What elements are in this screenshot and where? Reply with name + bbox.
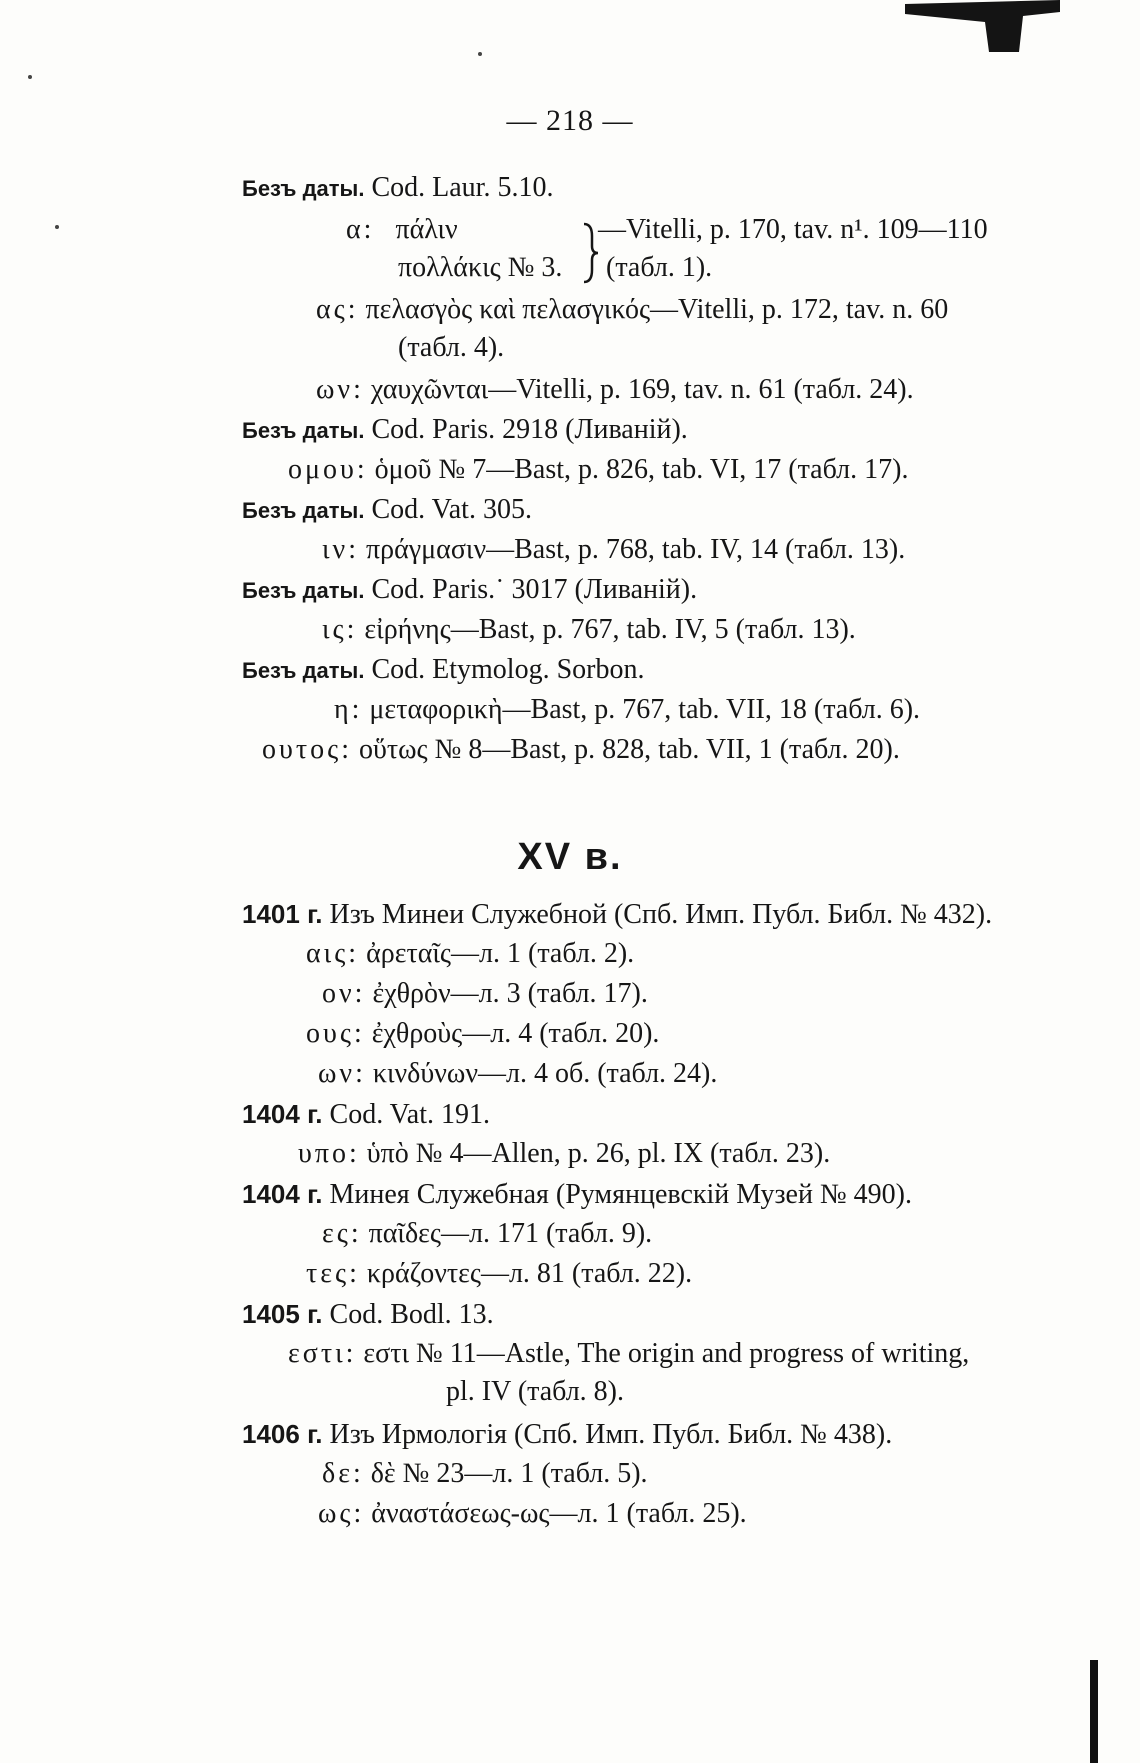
no-date-label: Безъ даты. — [242, 658, 365, 683]
ending-form: ους: — [306, 1018, 365, 1049]
entry-line — [598, 214, 988, 246]
year-label: 1406 г. — [242, 1419, 323, 1449]
ending-form: ες: — [322, 1218, 362, 1249]
scan-speck — [478, 52, 482, 56]
entry-text: οὕτως № 8—Bast, p. 828, tab. VII, 1 (табл. 20). — [358, 734, 900, 765]
no-date-label: Безъ даты. — [242, 176, 365, 201]
entry-line — [306, 938, 634, 970]
entry-text: pl. IV (табл. 8). — [446, 1376, 624, 1407]
entry-text: ἐχθροὺς—л. 4 (табл. 20). — [371, 1018, 660, 1049]
scan-artifact-mark — [905, 0, 1060, 52]
entry-line — [322, 1218, 652, 1250]
scan-artifact-bar — [1090, 1660, 1098, 1763]
entry-text: εἰρήνης—Bast, p. 767, tab. IV, 5 (табл. 13). — [364, 614, 856, 645]
entry-text: δὲ № 23—л. 1 (табл. 5). — [370, 1458, 648, 1489]
ending-form: ων: — [316, 374, 364, 405]
entry-text: Cod. Etymolog. Sorbon. — [371, 654, 645, 685]
ending-form: αις: — [306, 938, 360, 969]
entry-line — [306, 1018, 659, 1050]
ending-form: ις: — [322, 614, 358, 645]
entry-text: (табл. 1). — [606, 252, 713, 283]
entry-line — [446, 1376, 624, 1408]
ending-form: εστι: — [288, 1338, 357, 1369]
no-date-label: Безъ даты. — [242, 418, 365, 443]
page-number: — 218 — — [506, 104, 634, 137]
entry-text: ἐχθρὸν—л. 3 (табл. 17). — [372, 978, 648, 1009]
entry-text: πράγμασιν—Bast, p. 768, tab. IV, 14 (табл. 13). — [365, 534, 906, 565]
ending-form: τες: — [306, 1258, 360, 1289]
ending-form: ως: — [318, 1498, 365, 1529]
entry-line — [242, 1418, 892, 1451]
entry-text: —Vitelli, p. 170, tav. n¹. 109—110 — [598, 214, 988, 245]
ending-form: ας: — [316, 294, 359, 325]
entry-line — [322, 978, 648, 1010]
ending-form: δε: — [322, 1458, 364, 1489]
entry-text: παῖδες—л. 171 (табл. 9). — [368, 1218, 653, 1249]
entry-line — [288, 454, 908, 486]
entry-text: ὁμοῦ № 7—Bast, p. 826, tab. VI, 17 (табл. 17). — [374, 454, 909, 485]
entry-text: μεταφορικὴ—Bast, p. 767, tab. VII, 18 (табл. 6). — [369, 694, 921, 725]
entry-line — [262, 734, 900, 766]
entry-text: εστι № 11—Astle, The origin and progress of writing, — [363, 1338, 970, 1369]
entry-line — [242, 1178, 912, 1211]
entry-text: πελασγὸς καὶ πελασγικός—Vitelli, p. 172, tav. n. 60 — [365, 294, 949, 325]
entry-line — [242, 172, 553, 205]
ending-form: η: — [334, 694, 363, 725]
ending-form: α: — [346, 214, 375, 245]
ending-form: ον: — [322, 978, 366, 1009]
entry-line — [318, 1058, 717, 1090]
entry-line — [346, 214, 458, 246]
entry-text: Минея Служебная (Румянцевскій Музей № 490). — [329, 1179, 912, 1210]
year-label: 1405 г. — [242, 1299, 323, 1329]
no-date-label: Безъ даты. — [242, 498, 365, 523]
ending-form: υπο: — [298, 1138, 360, 1169]
entry-text: Cod. Vat. 305. — [371, 494, 532, 525]
entry-text: Cod. Paris. 2918 (Ливаній). — [371, 414, 688, 445]
ending-form: ιν: — [322, 534, 359, 565]
entry-text: ἀναστάσεως-ως—л. 1 (табл. 25). — [371, 1498, 747, 1529]
entry-text: ἀρεταῖς—л. 1 (табл. 2). — [366, 938, 635, 969]
entry-text: ὑπὸ № 4—Allen, p. 26, pl. IX (табл. 23). — [366, 1138, 831, 1169]
entry-text: κράζοντες—л. 81 (табл. 22). — [366, 1258, 693, 1289]
entry-line — [242, 414, 688, 447]
ending-form: ων: — [318, 1058, 366, 1089]
entry-line — [242, 494, 532, 527]
entry-text: κινδύνων—л. 4 об. (табл. 24). — [372, 1058, 718, 1089]
entry-line — [322, 534, 905, 566]
entry-text: (табл. 4). — [398, 332, 505, 363]
entry-line — [242, 654, 644, 687]
scan-speck — [55, 225, 59, 229]
no-date-label: Безъ даты. — [242, 578, 365, 603]
entry-text: Cod. Bodl. 13. — [329, 1299, 494, 1330]
entry-line — [242, 1098, 490, 1131]
entry-line — [298, 1138, 830, 1170]
entry-line — [398, 252, 562, 284]
entry-line — [318, 1498, 747, 1530]
ending-form: ομου: — [288, 454, 368, 485]
entry-line — [288, 1338, 969, 1370]
entry-text: Изъ Минеи Служебной (Спб. Имп. Публ. Библ. № 432). — [329, 899, 993, 930]
entry-line — [242, 1298, 494, 1331]
entry-text: πάλιν — [395, 214, 458, 245]
entry-line — [334, 694, 920, 726]
section-heading: XV в. — [517, 836, 623, 878]
entry-line — [322, 1458, 648, 1490]
entry-line — [398, 332, 504, 364]
entry-text: Cod. Laur. 5.10. — [371, 172, 554, 203]
entry-line — [242, 574, 697, 607]
entry-text: πολλάκις № 3. — [398, 252, 563, 283]
year-label: 1404 г. — [242, 1099, 323, 1129]
scan-speck — [28, 75, 32, 79]
entry-text: Cod. Vat. 191. — [329, 1099, 491, 1130]
entry-text: Cod. Paris.˙ 3017 (Ливаній). — [371, 574, 698, 605]
entry-line — [606, 252, 712, 284]
year-label: 1401 г. — [242, 899, 323, 929]
year-label: 1404 г. — [242, 1179, 323, 1209]
entry-text: Изъ Ирмологія (Спб. Имп. Публ. Библ. № 438). — [329, 1419, 893, 1450]
ending-form: ουτος: — [262, 734, 352, 765]
entry-line — [322, 614, 856, 646]
entry-line — [242, 898, 992, 931]
entry-line — [306, 1258, 692, 1290]
entry-line — [316, 374, 914, 406]
entry-line — [316, 294, 948, 326]
entry-text: χαυχῶνται—Vitelli, p. 169, tav. n. 61 (табл. 24). — [370, 374, 914, 405]
